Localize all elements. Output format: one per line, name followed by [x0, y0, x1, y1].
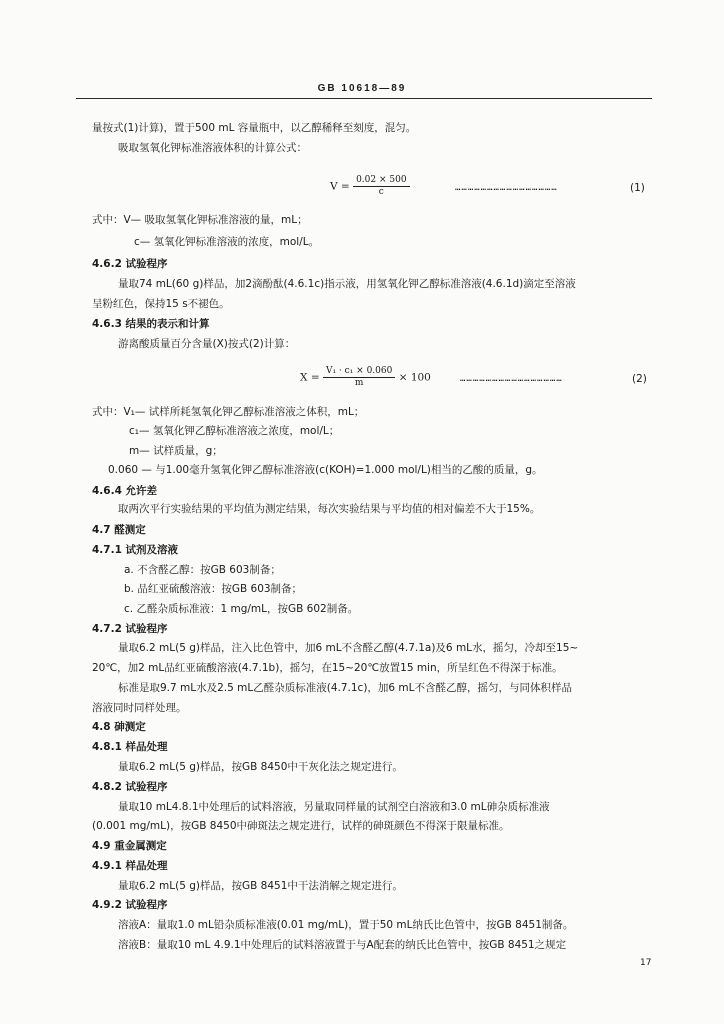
section-heading: 4.7.1 试剂及溶液 [92, 544, 179, 556]
formula-2-numerator: V₁ · c₁ × 0.060 [323, 366, 395, 378]
text-line: 式中：V— 吸取氢氧化钾标准溶液的量，mL； [92, 214, 308, 226]
formula-1 [330, 175, 410, 198]
formula-2-fraction [323, 366, 395, 389]
text-line: 呈粉红色，保持15 s不褪色。 [92, 298, 230, 310]
formula-2-lhs: X = [300, 371, 320, 384]
text-line: 标准是取9.7 mL水及2.5 mL乙醛杂质标准液(4.7.1c)，加6 mL不含醛乙醇，摇匀，与同体积样品 [118, 682, 573, 694]
formula-1-lhs: V = [330, 180, 350, 193]
text-line: 量取74 mL(60 g)样品，加2滴酚酞(4.6.1c)指示液，用氢氧化钾乙醇标准溶液(4.6.1d)滴定至溶液 [118, 278, 576, 290]
standard-header: GB 10618—89 [317, 83, 407, 94]
section-heading: 4.7.2 试验程序 [92, 623, 168, 635]
text-line: 游离酸质量百分含量(X)按式(2)计算： [118, 338, 296, 350]
formula-1-fraction [353, 175, 409, 198]
text-line: 溶液B：量取10 mL 4.9.1中处理后的试料溶液置于与A配套的纳氏比色管中，按GB 8451之规定 [118, 939, 567, 951]
formula-1-numerator: 0.02 × 500 [353, 175, 409, 187]
section-heading: 4.7 醛测定 [92, 524, 146, 536]
section-heading: 4.6.4 允许差 [92, 485, 158, 497]
text-line: 量取10 mL4.8.1中处理后的试料溶液，另量取同样量的试剂空白溶液和3.0 mL砷杂质标准液 [118, 801, 550, 813]
header-rule [76, 98, 652, 99]
text-line: 溶液A：量取1.0 mL铅杂质标准液(0.01 mg/mL)，置于50 mL纳氏比色管中，按GB 8451制备。 [118, 919, 574, 931]
formula-1-number: (1) [630, 182, 645, 194]
section-heading: 4.6.3 结果的表示和计算 [92, 318, 210, 330]
list-item: b. 品红亚硫酸溶液：按GB 603制备； [124, 583, 303, 595]
formula-2 [300, 366, 431, 389]
formula-2-rhs: × 100 [398, 371, 431, 384]
section-heading: 4.6.2 试验程序 [92, 258, 168, 270]
section-heading: 4.9.2 试验程序 [92, 899, 168, 911]
formula-2-leader: ………………………………………… [460, 374, 563, 384]
text-line: c₁— 氢氧化钾乙醇标准溶液之浓度，mol/L； [129, 425, 340, 437]
text-line: 取两次平行实验结果的平均值为测定结果，每次实验结果与平均值的相对偏差不大于15%。 [118, 503, 541, 515]
text-line: 吸取氢氧化钾标准溶液体积的计算公式： [118, 142, 307, 154]
text-line: 20℃，加2 mL品红亚硫酸溶液(4.7.1b)，摇匀，在15~20℃放置15 min，所呈红色不得深于标准。 [92, 662, 563, 674]
text-line: 式中：V₁— 试样所耗氢氧化钾乙醇标准溶液之体积，mL； [92, 406, 365, 418]
section-heading: 4.9 重金属测定 [92, 840, 167, 852]
formula-2-number: (2) [632, 373, 647, 385]
text-line: m— 试样质量，g； [129, 445, 223, 457]
text-line: 溶液同时同样处理。 [92, 702, 187, 714]
section-heading: 4.8 砷测定 [92, 721, 146, 733]
section-heading: 4.8.2 试验程序 [92, 781, 168, 793]
page-number: 17 [640, 958, 652, 968]
formula-1-denominator: c [378, 187, 384, 197]
formula-1-leader: ………………………………………… [455, 183, 558, 193]
list-item: a. 不含醛乙醇：按GB 603制备； [124, 564, 281, 576]
text-line: 量取6.2 mL(5 g)样品，按GB 8450中干灰化法之规定进行。 [118, 761, 403, 773]
text-line: 量按式(1)计算)，置于500 mL 容量瓶中，以乙醇稀释至刻度，混匀。 [92, 122, 417, 134]
section-heading: 4.8.1 样品处理 [92, 741, 168, 753]
section-heading: 4.9.1 样品处理 [92, 860, 168, 872]
list-item: c. 乙醛杂质标准液：1 mg/mL，按GB 602制备。 [124, 603, 359, 615]
text-line: c— 氢氧化钾标准溶液的浓度，mol/L。 [134, 236, 320, 248]
text-line: 量取6.2 mL(5 g)样品，注入比色管中，加6 mL不含醛乙醇(4.7.1a)及6 mL水，摇匀，冷却至15~ [118, 642, 579, 654]
formula-2-denominator: m [354, 378, 364, 388]
text-line: 量取6.2 mL(5 g)样品，按GB 8451中干法消解之规定进行。 [118, 880, 403, 892]
text-line: 0.060 — 与1.00毫升氢氧化钾乙醇标准溶液(c(KOH)=1.000 mol/L)相当的乙酸的质量，g。 [108, 464, 543, 476]
text-line: (0.001 mg/mL)，按GB 8450中砷斑法之规定进行，试样的砷斑颜色不得深于限量标准。 [92, 820, 510, 832]
